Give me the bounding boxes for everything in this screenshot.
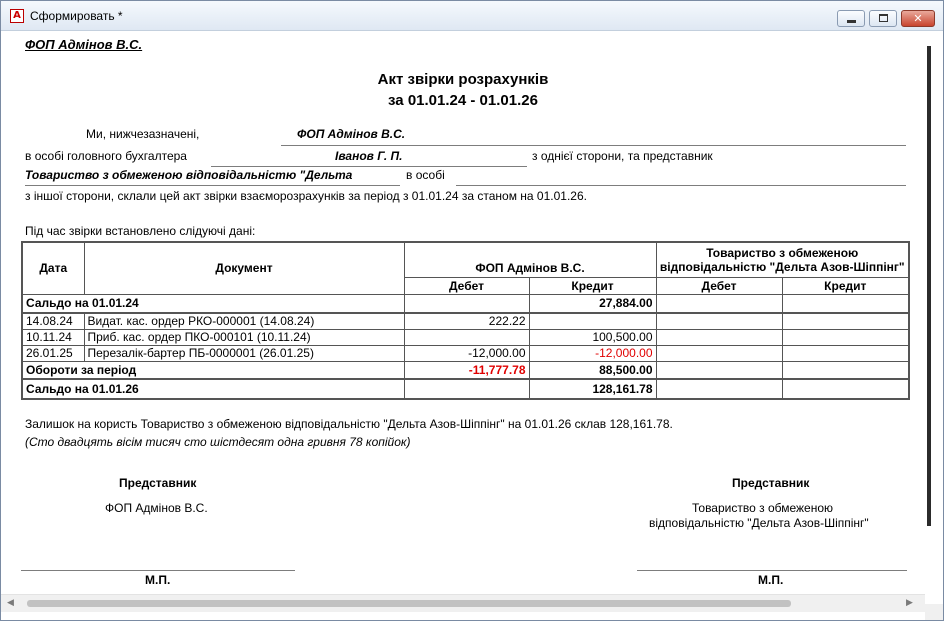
party1-underline <box>281 145 906 146</box>
left-signature-line <box>21 570 295 571</box>
party2-name-line: Товариство з обмеженою відповідальністю "Дельта <box>25 168 353 182</box>
opening-balance-row <box>22 294 909 313</box>
table-row <box>22 329 909 345</box>
window-title: Сформировать * <box>30 9 123 23</box>
closing-p1-credit: 128,161.78 <box>529 379 656 399</box>
turnover-p1-credit: 88,500.00 <box>529 361 656 379</box>
title-bar[interactable] <box>1 1 943 31</box>
vertical-scrollbar-thumb[interactable] <box>927 46 931 526</box>
turnover-label: Обороти за період <box>22 361 404 379</box>
table-row <box>22 345 909 361</box>
turnover-row <box>22 361 909 379</box>
intro-one-side: з однієї сторони, та представник <box>532 149 713 163</box>
accountant-name: Іванов Г. П. <box>335 149 403 163</box>
row-p2-debit <box>656 313 782 329</box>
header-document: Документ <box>84 242 404 294</box>
row-p2-credit <box>782 345 909 361</box>
closing-label: Сальдо на 01.01.26 <box>22 379 404 399</box>
opening-label: Сальдо на 01.01.24 <box>22 294 404 313</box>
document-title: Акт звірки розрахунків <box>377 71 549 88</box>
maximize-button[interactable] <box>869 10 897 27</box>
left-signature-title: Представник <box>119 476 197 490</box>
minimize-button[interactable] <box>837 10 865 27</box>
turnover-p1-debit: -11,777.78 <box>404 361 529 379</box>
closing-p2-credit <box>782 379 909 399</box>
maximize-icon <box>879 14 888 22</box>
header-party2: Товариство з обмеженою відповідальністю "Дельта Азов-Шіппінг" <box>656 242 909 277</box>
row-p2-debit <box>656 345 782 361</box>
reconciliation-table <box>21 241 910 400</box>
right-signature-name-2: відповідальністю "Дельта Азов-Шіппінг" <box>649 516 869 530</box>
intro-we-undersigned: Ми, нижчезазначені, <box>86 127 200 141</box>
table-intro: Під час звірки встановлено слідуючі дані: <box>25 224 256 238</box>
opening-p2-credit <box>782 294 909 313</box>
right-signature-line <box>637 570 907 571</box>
right-signature-title: Представник <box>732 476 810 490</box>
scroll-right-icon[interactable]: ▶ <box>906 598 913 608</box>
row-date: 10.11.24 <box>22 329 84 345</box>
accountant-underline <box>211 166 527 167</box>
left-signature-name: ФОП Адмінов В.С. <box>105 501 208 515</box>
row-p1-credit <box>529 313 656 329</box>
header-p1-debit: Дебет <box>404 277 529 294</box>
header-p2-debit: Дебет <box>656 277 782 294</box>
opening-p1-credit: 27,884.00 <box>529 294 656 313</box>
opening-p2-debit <box>656 294 782 313</box>
close-icon: ✕ <box>913 12 923 25</box>
horizontal-scrollbar-thumb[interactable] <box>27 600 791 607</box>
table-row <box>22 313 909 329</box>
row-date: 14.08.24 <box>22 313 84 329</box>
closing-balance-row <box>22 379 909 399</box>
opening-p1-debit <box>404 294 529 313</box>
party2-rep-underline <box>456 185 906 186</box>
header-p2-credit: Кредит <box>782 277 909 294</box>
intro-in-person-of: в особі головного бухгалтера <box>25 149 187 163</box>
intro-in-person: в особі <box>406 168 445 182</box>
party1-name: ФОП Адмінов В.С. <box>297 127 406 141</box>
closing-p1-debit <box>404 379 529 399</box>
row-document: Видат. кас. ордер РКО-000001 (14.08.24) <box>84 313 404 329</box>
row-p1-credit: -12,000.00 <box>529 345 656 361</box>
header-date: Дата <box>22 242 84 294</box>
turnover-p2-debit <box>656 361 782 379</box>
acrobat-icon: A <box>10 9 24 23</box>
row-p1-debit <box>404 329 529 345</box>
row-date: 26.01.25 <box>22 345 84 361</box>
header-company: ФОП Адмінов В.С. <box>25 37 143 52</box>
row-p1-credit: 100,500.00 <box>529 329 656 345</box>
header-p1-credit: Кредит <box>529 277 656 294</box>
row-p1-debit: 222.22 <box>404 313 529 329</box>
minimize-icon <box>847 20 856 23</box>
row-p2-credit <box>782 313 909 329</box>
intro-other-side: з іншої сторони, склали цей акт звірки взаєморозрахунків за період з 01.01.24 за станом на 01.01.26. <box>25 189 587 203</box>
scrollbar-corner <box>925 604 943 620</box>
document-period: за 01.01.24 - 01.01.26 <box>388 92 538 109</box>
left-stamp-label: М.П. <box>145 573 171 587</box>
balance-words: (Сто двадцять вісім тисяч сто шістдесят одна гривня 78 копійок) <box>25 435 411 449</box>
closing-p2-debit <box>656 379 782 399</box>
balance-text: Залишок на користь Товариство з обмеженою відповідальністю "Дельта Азов-Шіппінг" на 01.01.26 склав 128,161.78. <box>25 417 673 431</box>
row-p2-credit <box>782 329 909 345</box>
row-p2-debit <box>656 329 782 345</box>
row-document: Перезалік-бартер ПБ-0000001 (26.01.25) <box>84 345 404 361</box>
header-party1: ФОП Адмінов В.С. <box>404 242 656 277</box>
row-p1-debit: -12,000.00 <box>404 345 529 361</box>
scroll-left-icon[interactable]: ◀ <box>7 598 14 608</box>
right-stamp-label: М.П. <box>758 573 784 587</box>
right-signature-name-1: Товариство з обмеженою <box>692 501 834 515</box>
close-button[interactable] <box>901 10 935 27</box>
party2-underline <box>25 185 400 186</box>
row-document: Приб. кас. ордер ПКО-000101 (10.11.24) <box>84 329 404 345</box>
turnover-p2-credit <box>782 361 909 379</box>
